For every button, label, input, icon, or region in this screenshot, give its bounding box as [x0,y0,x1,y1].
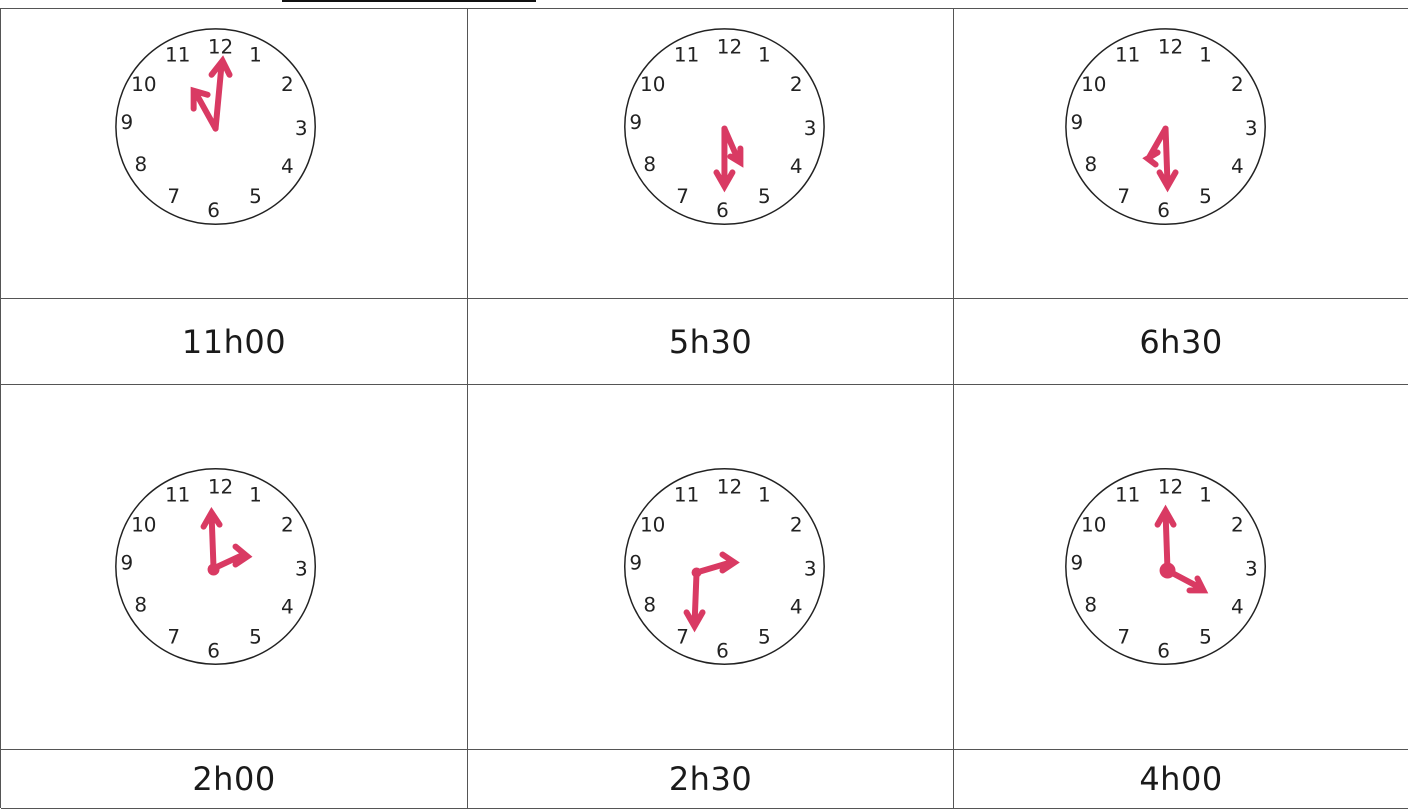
numeral-5: 5 [249,624,262,649]
numeral-12: 12 [1157,35,1184,59]
numeral-6: 6 [716,638,729,663]
numeral-10: 10 [131,512,157,537]
numeral-7: 7 [167,184,181,208]
numeral-10: 10 [1081,73,1107,97]
minute-hand [687,572,703,626]
time-label-cell [954,750,1408,809]
numeral-2: 2 [1231,512,1244,537]
clock-center [1160,563,1176,579]
numeral-10: 10 [640,73,666,97]
time-label-cell [954,299,1408,385]
numeral-2: 2 [789,512,803,537]
numeral-5: 5 [757,184,771,208]
numeral-4: 4 [789,594,803,619]
numeral-2: 2 [789,73,803,97]
numeral-12: 12 [1157,474,1184,499]
clock-face-6h30 [954,9,1408,298]
time-label: 2h00 [192,760,276,798]
numeral-4: 4 [789,154,803,178]
numeral-9: 9 [120,111,134,135]
numeral-10: 10 [639,512,666,537]
time-label-cell [468,299,954,385]
clock-cell-5 [468,385,954,750]
numeral-11: 11 [673,43,700,67]
numeral-1: 1 [758,482,771,507]
numeral-1: 1 [1199,43,1212,67]
time-label-cell [1,750,468,809]
numeral-1: 1 [249,482,262,507]
numeral-3: 3 [803,556,817,581]
numeral-4: 4 [1231,594,1244,619]
numeral-5: 5 [249,184,262,208]
numeral-11: 11 [164,482,191,507]
numeral-9: 9 [1070,550,1084,575]
hour-hand [697,555,735,573]
numeral-4: 4 [280,154,294,178]
minute-hand [212,61,230,129]
numeral-12: 12 [207,474,234,499]
numeral-3: 3 [803,117,817,141]
numeral-8: 8 [134,592,148,617]
numeral-9: 9 [1070,111,1084,135]
numeral-8: 8 [1084,592,1098,617]
time-label: 2h30 [668,760,753,798]
numeral-9: 9 [629,111,643,135]
numeral-8: 8 [134,152,148,176]
numeral-2: 2 [281,512,294,537]
time-label-cell [468,750,954,809]
clock-cell-6 [954,385,1408,750]
numeral-11: 11 [165,43,191,67]
numeral-7: 7 [1117,624,1131,649]
numeral-6: 6 [207,638,220,663]
numeral-7: 7 [1117,184,1131,208]
numeral-11: 11 [1115,43,1141,67]
clock-face-2h30 [468,385,953,749]
hour-hand [1148,129,1166,165]
clock-cell-4 [1,385,468,750]
numeral-7: 7 [167,624,181,649]
numeral-7: 7 [676,624,689,649]
clock-cell-2 [468,9,954,299]
numeral-5: 5 [1199,624,1212,649]
numeral-8: 8 [643,152,657,176]
time-label: 4h00 [1139,760,1223,798]
numeral-7: 7 [676,184,689,208]
clock-center [208,564,220,576]
numeral-12: 12 [207,35,234,59]
clock-worksheet-table [0,8,1408,808]
numeral-9: 9 [120,550,134,575]
numeral-3: 3 [294,556,308,581]
numeral-9: 9 [629,550,643,575]
numeral-6: 6 [207,198,220,222]
time-label: 5h30 [668,322,753,361]
hour-hand [194,91,216,129]
clock-face-4h00 [954,385,1408,749]
numeral-5: 5 [758,624,771,649]
minute-hand [1158,511,1174,571]
numeral-1: 1 [1199,482,1212,507]
clock-face-11h00 [1,9,467,298]
numeral-6: 6 [716,198,729,222]
numeral-3: 3 [1244,117,1258,141]
numeral-11: 11 [1114,482,1141,507]
numeral-4: 4 [1230,154,1244,178]
time-label-cell [1,299,468,385]
numeral-6: 6 [1157,198,1170,222]
numeral-12: 12 [716,35,743,59]
time-label: 6h30 [1139,322,1223,361]
numeral-2: 2 [1230,73,1244,97]
clock-cell-1 [1,9,468,299]
top-underline [282,0,536,2]
numeral-2: 2 [280,73,294,97]
numeral-10: 10 [1081,512,1107,537]
numeral-6: 6 [1157,638,1170,663]
hour-hand [214,547,248,569]
numeral-5: 5 [1199,184,1212,208]
numeral-11: 11 [673,482,700,507]
numeral-4: 4 [281,594,294,619]
numeral-3: 3 [294,117,308,141]
time-label: 11h00 [181,322,287,361]
numeral-8: 8 [1084,152,1098,176]
clock-face-5h30 [468,9,953,298]
numeral-8: 8 [643,592,657,617]
minute-hand [204,513,220,569]
numeral-10: 10 [131,73,157,97]
numeral-1: 1 [249,43,262,67]
clock-center [692,567,702,577]
clock-cell-3 [954,9,1408,299]
numeral-12: 12 [716,474,743,499]
numeral-1: 1 [757,43,771,67]
numeral-3: 3 [1244,556,1258,581]
clock-face-2h00 [1,385,467,749]
